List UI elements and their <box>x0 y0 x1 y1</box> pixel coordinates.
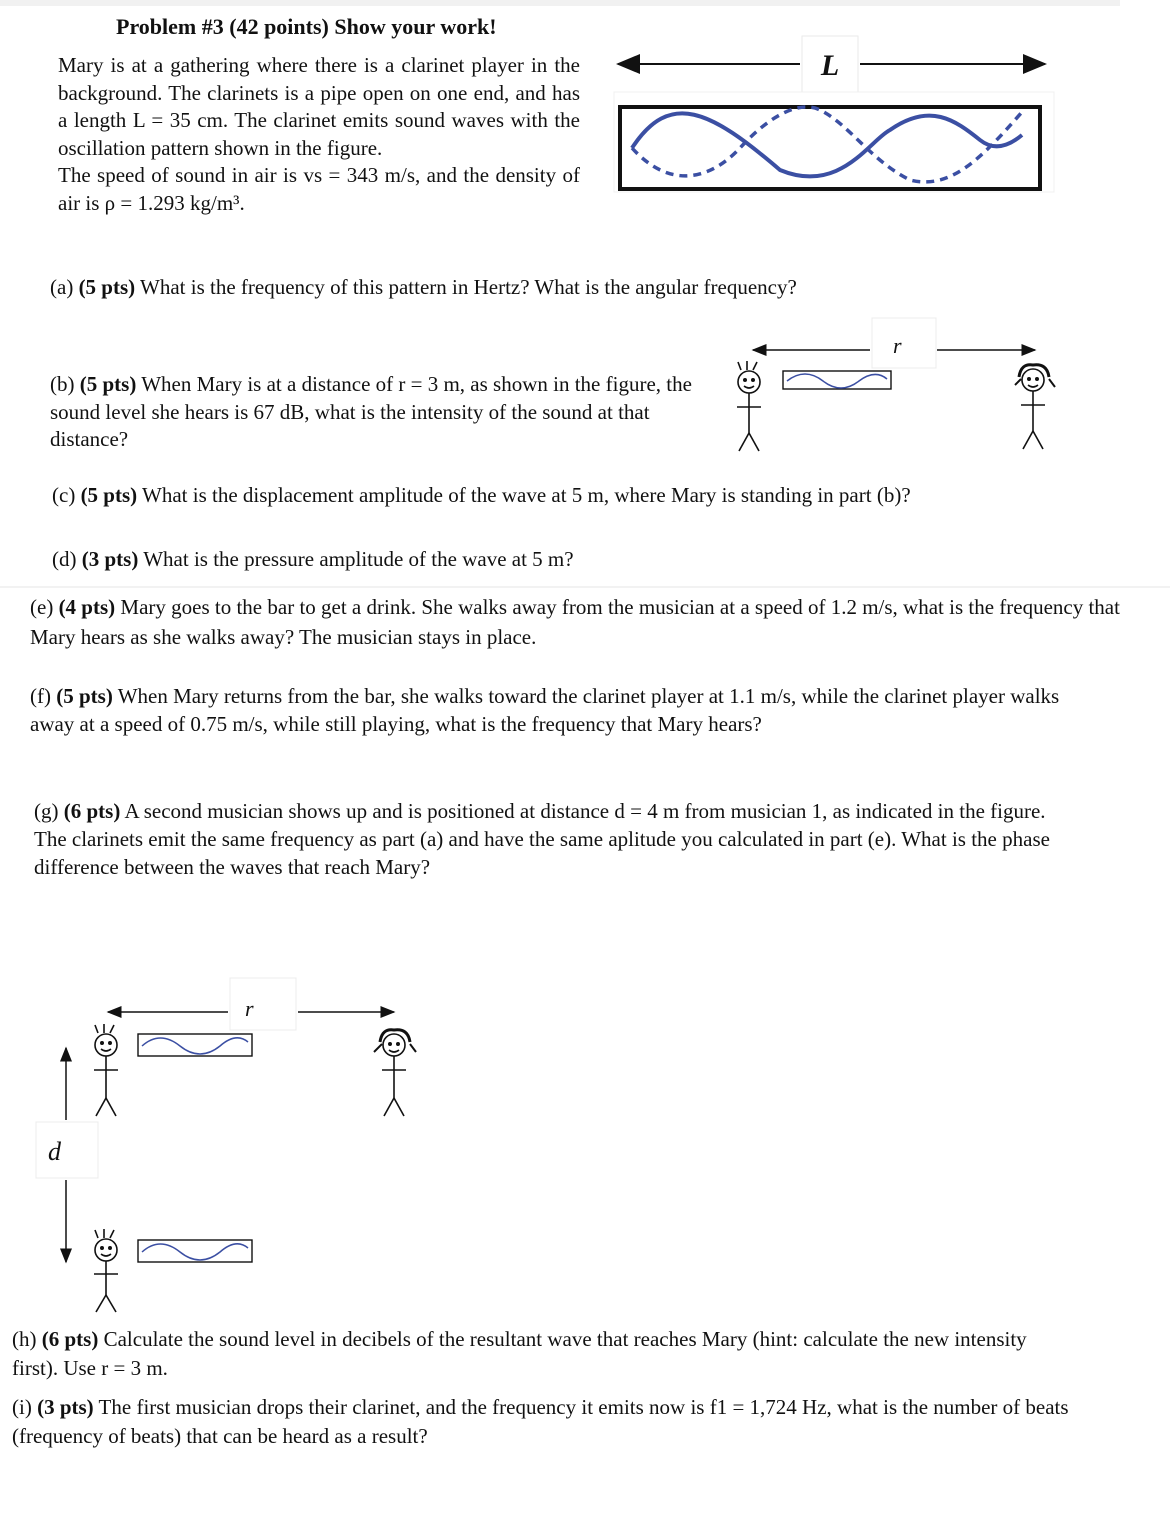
part-e <box>30 592 1130 652</box>
part-d-letter: (d) <box>52 547 77 571</box>
part-h-text: Calculate the sound level in decibels of the resultant wave that reaches Mary (hint: calculate the new intensity first). Use r = 3 m. <box>12 1327 1027 1380</box>
part-d <box>52 545 1142 573</box>
mary-figure-2 <box>374 1030 416 1116</box>
part-a-points: (5 pts) <box>78 275 136 299</box>
intro-paragraph-2: The speed of sound in air is vs = 343 m/s, and the density of air is ρ = 1.293 kg/m³. <box>58 163 580 215</box>
part-i <box>12 1393 1082 1451</box>
part-i-points: (3 pts) <box>37 1395 94 1419</box>
length-label: L <box>820 49 840 82</box>
part-b <box>50 371 720 454</box>
part-i-text: The first musician drops their clarinet, and the frequency it emits now is f1 = 1,724 Hz, what is the number of beats (frequency of beats) that can be heard as a result? <box>12 1395 1069 1448</box>
part-g <box>34 797 1054 881</box>
clarinet-figure-b <box>783 371 891 389</box>
part-g-text: A second musician shows up and is positioned at distance d = 4 m from musician 1, as indicated in the figure. The clarinets emit the same frequency as part (a) and have the same aplitude you calculated in part (e). What is the phase difference between the waves that reach Mary? <box>34 799 1050 879</box>
pipe-figure <box>610 30 1060 200</box>
part-c-text: What is the displacement amplitude of the wave at 5 m, where Mary is standing in part (b)? <box>142 483 911 507</box>
r-label: r <box>893 333 902 358</box>
section-divider <box>0 586 1170 588</box>
part-f <box>30 682 1090 738</box>
part-a-letter: (a) <box>50 275 74 299</box>
part-b-points: (5 pts) <box>79 372 137 396</box>
part-f-letter: (f) <box>30 684 51 708</box>
part-f-text: When Mary returns from the bar, she walks toward the clarinet player at 1.1 m/s, while the clarinet player walks away at a speed of 0.75 m/s, while still playing, what is the frequency that Mary hears? <box>30 684 1060 736</box>
musician-figure <box>737 361 761 451</box>
part-i-letter: (i) <box>12 1395 32 1419</box>
part-g-points: (6 pts) <box>63 799 121 823</box>
top-rule <box>0 0 1120 6</box>
mary-figure <box>1015 365 1055 449</box>
clarinet-2 <box>138 1240 252 1262</box>
musician-2-figure <box>94 1229 118 1312</box>
part-h-letter: (h) <box>12 1327 37 1351</box>
part-d-text: What is the pressure amplitude of the wave at 5 m? <box>143 547 574 571</box>
part-c-points: (5 pts) <box>80 483 138 507</box>
part-c <box>52 481 1142 509</box>
clarinet-1 <box>138 1034 252 1056</box>
musician-1-figure <box>94 1024 118 1116</box>
part-e-points: (4 pts) <box>58 595 116 619</box>
part-c-letter: (c) <box>52 483 76 507</box>
part-a <box>50 273 1130 301</box>
part-d-points: (3 pts) <box>81 547 139 571</box>
two-musicians-figure <box>30 970 450 1320</box>
part-g-letter: (g) <box>34 799 59 823</box>
part-b-letter: (b) <box>50 372 75 396</box>
part-f-points: (5 pts) <box>56 684 113 708</box>
part-h-points: (6 pts) <box>41 1327 99 1351</box>
problem-intro <box>58 52 580 217</box>
standing-wave-solid <box>632 113 1022 176</box>
part-e-letter: (e) <box>30 595 54 619</box>
part-e-text: Mary goes to the bar to get a drink. She walks away from the musician at a speed of 1.2 m/s, what is the frequency that Mary hears as she walks away? The musician stays in place. <box>30 595 1120 649</box>
standing-wave-dashed <box>632 107 1022 182</box>
distance-figure-b <box>725 315 1065 460</box>
d-label: d <box>48 1137 61 1166</box>
r2-label: r <box>245 996 254 1021</box>
part-a-text: What is the frequency of this pattern in Hertz? What is the angular frequency? <box>140 275 797 299</box>
problem-title: Problem #3 (42 points) Show your work! <box>116 14 497 39</box>
intro-paragraph-1: Mary is at a gathering where there is a clarinet player in the background. The clarinets is a pipe open on one end, and has a length L = 35 cm. The clarinet emits sound waves with the oscillation pattern shown in the figure. <box>58 53 580 160</box>
part-h <box>12 1325 1072 1383</box>
part-b-text: When Mary is at a distance of r = 3 m, as shown in the figure, the sound level she hears is 67 dB, what is the intensity of the sound at that distance? <box>50 372 692 451</box>
